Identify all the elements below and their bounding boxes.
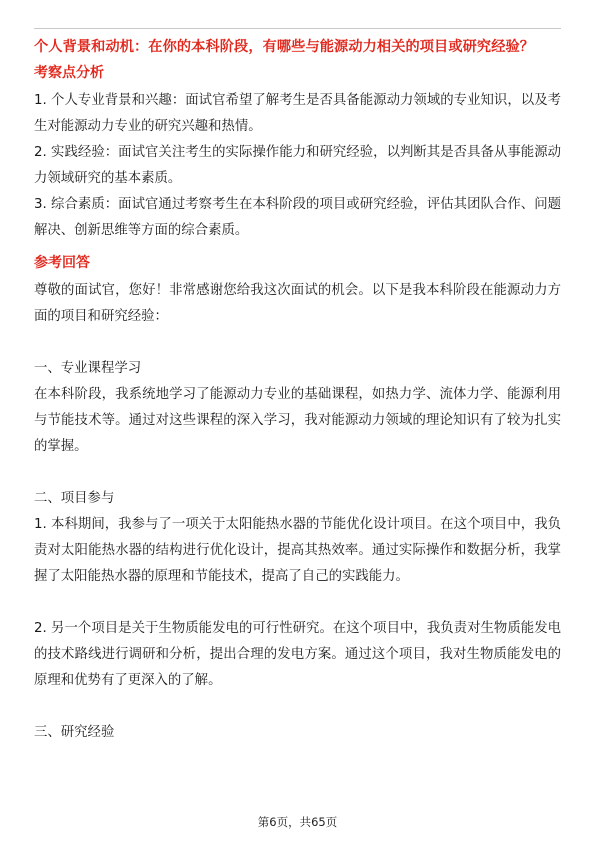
section2-item-2: 2. 另一个项目是关于生物质能发电的可行性研究。在这个项目中，我负责对生物质能发电的技术路线进行调研和分析，提出合理的发电方案。通过这个项目，我对生物质能发电的原理和优势有了更深入的了解。	[34, 621, 561, 688]
blank-line	[34, 590, 561, 616]
answer-intro: 尊敬的面试官，您好！非常感谢您给我这次面试的机会。以下是我本科阶段在能源动力方面的项目和研究经验：	[34, 283, 561, 324]
analysis-heading: 考察点分析	[34, 65, 104, 81]
section3-title: 三、研究经验	[34, 725, 115, 740]
analysis-point-2: 2. 实践经验：面试官关注考生的实际操作能力和研究经验，以判断其是否具备从事能源动力领域研究的基本素质。	[34, 145, 561, 186]
section1-title: 一、专业课程学习	[34, 361, 142, 376]
page-number: 第6页，共65页	[257, 815, 338, 829]
section2-item-1: 1. 本科期间，我参与了一项关于太阳能热水器的节能优化设计项目。在这个项目中，我负责对太阳能热水器的结构进行优化设计，提高其热效率。通过实际操作和数据分析，我掌握了太阳能热水器的原理和节能技术，提高了自己的实践能力。	[34, 517, 561, 584]
blank-line	[34, 460, 561, 486]
answer-heading: 参考回答	[34, 255, 90, 271]
analysis-point-3: 3. 综合素质：面试官通过考察考生在本科阶段的项目或研究经验，评估其团队合作、问题解决、创新思维等方面的综合素质。	[34, 197, 561, 238]
analysis-point-1: 1. 个人专业背景和兴趣：面试官希望了解考生是否具备能源动力领域的专业知识，以及考生对能源动力专业的研究兴趣和热情。	[34, 93, 561, 134]
section1-text: 在本科阶段，我系统地学习了能源动力专业的基础课程，如热力学、流体力学、能源利用与节能技术等。通过对这些课程的深入学习，我对能源动力领域的理论知识有了较为扎实的掌握。	[34, 387, 561, 454]
section2-title: 二、项目参与	[34, 491, 115, 506]
page-content	[34, 36, 561, 746]
question-title: 个人背景和动机：在你的本科阶段，有哪些与能源动力相关的项目或研究经验？	[34, 39, 535, 55]
blank-line	[34, 330, 561, 356]
header-rule	[34, 28, 561, 29]
blank-line	[34, 694, 561, 720]
